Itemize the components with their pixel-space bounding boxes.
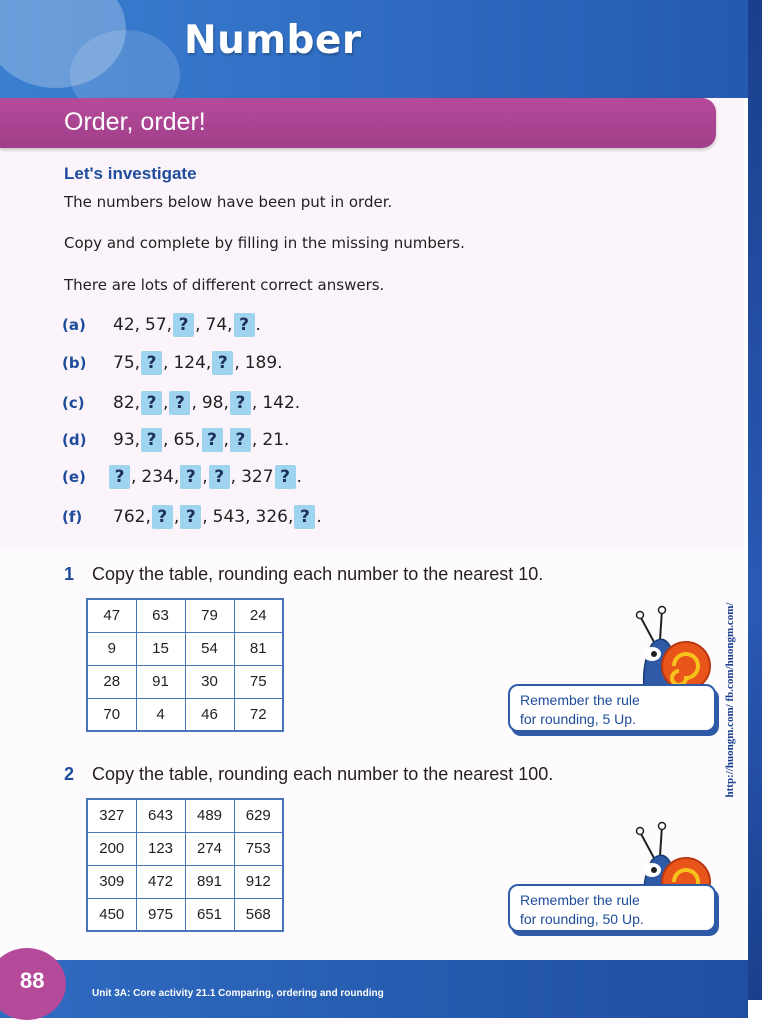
sequence-numbers xyxy=(108,351,283,375)
missing-number-box: ? xyxy=(209,465,230,489)
sequence-row xyxy=(62,389,300,417)
table-cell: 24 xyxy=(234,599,283,632)
table-cell: 912 xyxy=(234,865,283,898)
hint-line: for rounding, 50 Up. xyxy=(520,911,644,927)
sequence-value: 543, xyxy=(212,507,251,527)
rounding-hint-bubble xyxy=(508,684,716,732)
sequence-value: , xyxy=(202,467,208,487)
sequence-value: 327 xyxy=(241,467,274,487)
sequence-value: 21. xyxy=(262,430,290,450)
sequence-label: (b) xyxy=(62,354,87,372)
sequence-label: (e) xyxy=(62,468,86,486)
intro-line: There are lots of different correct answers. xyxy=(64,276,385,294)
table-cell: 123 xyxy=(136,832,185,865)
table-row xyxy=(87,599,283,632)
sequence-value: 762, xyxy=(113,507,151,527)
footer-caption: Unit 3A: Core activity 21.1 Comparing, ordering and rounding xyxy=(92,988,384,999)
table-cell: 753 xyxy=(234,832,283,865)
missing-number-box: ? xyxy=(169,391,190,415)
question-text: Copy the table, rounding each number to the nearest 100. xyxy=(92,764,554,784)
hint-line: Remember the rule xyxy=(520,892,640,908)
investigate-heading: Let's investigate xyxy=(64,164,197,183)
website-watermark xyxy=(722,560,744,840)
intro-line: The numbers below have been put in order. xyxy=(64,193,393,211)
table-cell: 91 xyxy=(136,665,185,698)
sequence-label: (c) xyxy=(62,394,85,412)
sequence-value: , xyxy=(251,430,258,450)
missing-number-box: ? xyxy=(230,428,251,452)
table-cell: 47 xyxy=(87,599,136,632)
snail-mascot-icon xyxy=(622,602,718,692)
missing-number-box: ? xyxy=(212,351,233,375)
sequence-value: 42, xyxy=(113,315,141,335)
table-cell: 46 xyxy=(185,698,234,731)
sequence-value: 65, xyxy=(173,430,201,450)
table-cell: 9 xyxy=(87,632,136,665)
sequence-label: (a) xyxy=(62,316,86,334)
section-title: Order, order! xyxy=(64,108,206,136)
sequence-value: 142. xyxy=(262,393,301,413)
sequence-value: 93, xyxy=(113,430,141,450)
sequence-row xyxy=(62,463,302,491)
sequence-row xyxy=(62,349,283,377)
table-cell: 28 xyxy=(87,665,136,698)
table-cell: 489 xyxy=(185,799,234,832)
table-cell: 81 xyxy=(234,632,283,665)
missing-number-box: ? xyxy=(202,428,223,452)
sequence-value: . xyxy=(255,315,261,335)
sequence-value: , xyxy=(202,507,208,527)
table-row xyxy=(87,799,283,832)
table-cell: 327 xyxy=(87,799,136,832)
sequence-value: , xyxy=(223,430,229,450)
table-cell: 70 xyxy=(87,698,136,731)
missing-number-box: ? xyxy=(141,351,162,375)
table-cell: 629 xyxy=(234,799,283,832)
sequence-numbers xyxy=(108,428,289,452)
section-banner xyxy=(0,98,716,148)
missing-number-box: ? xyxy=(180,505,201,529)
sequence-value: , xyxy=(173,507,180,527)
missing-number-box: ? xyxy=(180,465,201,489)
hint-line: Remember the rule xyxy=(520,692,640,708)
table-cell: 891 xyxy=(185,865,234,898)
sequence-value: . xyxy=(296,467,302,487)
missing-number-box: ? xyxy=(141,428,162,452)
table-row xyxy=(87,632,283,665)
table-cell: 79 xyxy=(185,599,234,632)
table-cell: 472 xyxy=(136,865,185,898)
question-number: 2 xyxy=(64,764,75,784)
sequence-value: 326, xyxy=(255,507,294,527)
sequence-value: 75, xyxy=(113,353,141,373)
missing-number-box: ? xyxy=(173,313,194,337)
sequence-value: , xyxy=(191,393,197,413)
question-number: 1 xyxy=(64,564,75,584)
missing-number-box: ? xyxy=(152,505,173,529)
sequence-value: , xyxy=(163,393,169,413)
table-cell: 75 xyxy=(234,665,283,698)
table-cell: 63 xyxy=(136,599,185,632)
rounding-hint-bubble xyxy=(508,884,716,932)
table-row xyxy=(87,898,283,931)
table-cell: 274 xyxy=(185,832,234,865)
sequence-value: 98, xyxy=(201,393,229,413)
sequence-numbers xyxy=(108,313,261,337)
sequence-label: (f) xyxy=(62,508,83,526)
sequence-value: , xyxy=(131,467,137,487)
sequence-value: 189. xyxy=(244,353,283,373)
sequence-numbers xyxy=(108,505,322,529)
sequence-value: , xyxy=(251,393,258,413)
sequence-row xyxy=(62,426,289,454)
table-cell: 4 xyxy=(136,698,185,731)
sequence-value: , xyxy=(163,353,169,373)
table-cell: 450 xyxy=(87,898,136,931)
unit-title: Number xyxy=(184,18,362,63)
sequence-value: 74, xyxy=(205,315,233,335)
sequence-row xyxy=(62,311,261,339)
table-cell: 15 xyxy=(136,632,185,665)
missing-number-box: ? xyxy=(109,465,130,489)
table-cell: 309 xyxy=(87,865,136,898)
table-cell: 54 xyxy=(185,632,234,665)
table-cell: 200 xyxy=(87,832,136,865)
table-cell: 643 xyxy=(136,799,185,832)
sequence-value: , xyxy=(234,353,240,373)
watermark-text: http://huongm.com/ fb.com/huongm.com/ xyxy=(724,602,736,798)
table-row xyxy=(87,698,283,731)
table-row xyxy=(87,865,283,898)
table-row xyxy=(87,665,283,698)
question-text: Copy the table, rounding each number to the nearest 10. xyxy=(92,564,544,584)
missing-number-box: ? xyxy=(234,313,255,337)
table-cell: 975 xyxy=(136,898,185,931)
intro-line: Copy and complete by filling in the missing numbers. xyxy=(64,234,465,252)
table-cell: 568 xyxy=(234,898,283,931)
missing-number-box: ? xyxy=(141,391,162,415)
missing-number-box: ? xyxy=(294,505,315,529)
unit-header xyxy=(0,0,748,98)
sequence-row xyxy=(62,503,322,531)
sequence-value: 234, xyxy=(141,467,180,487)
sequence-numbers xyxy=(108,465,302,489)
sequence-value: 57, xyxy=(145,315,173,335)
rounding-table-tens xyxy=(86,598,284,732)
sequence-numbers xyxy=(108,391,300,415)
sequence-value: 82, xyxy=(113,393,141,413)
sequence-label: (d) xyxy=(62,431,87,449)
hint-line: for rounding, 5 Up. xyxy=(520,711,636,727)
page-edge-stripe xyxy=(748,0,762,1000)
sequence-value: 124, xyxy=(173,353,212,373)
table-cell: 72 xyxy=(234,698,283,731)
rounding-table-hundreds xyxy=(86,798,284,932)
table-cell: 651 xyxy=(185,898,234,931)
sequence-value: , xyxy=(163,430,169,450)
table-cell: 30 xyxy=(185,665,234,698)
missing-number-box: ? xyxy=(230,391,251,415)
sequence-value: , xyxy=(230,467,237,487)
missing-number-box: ? xyxy=(275,465,296,489)
sequence-value: , xyxy=(195,315,201,335)
table-row xyxy=(87,832,283,865)
sequence-value: . xyxy=(316,507,322,527)
page-number: 88 xyxy=(20,968,45,993)
